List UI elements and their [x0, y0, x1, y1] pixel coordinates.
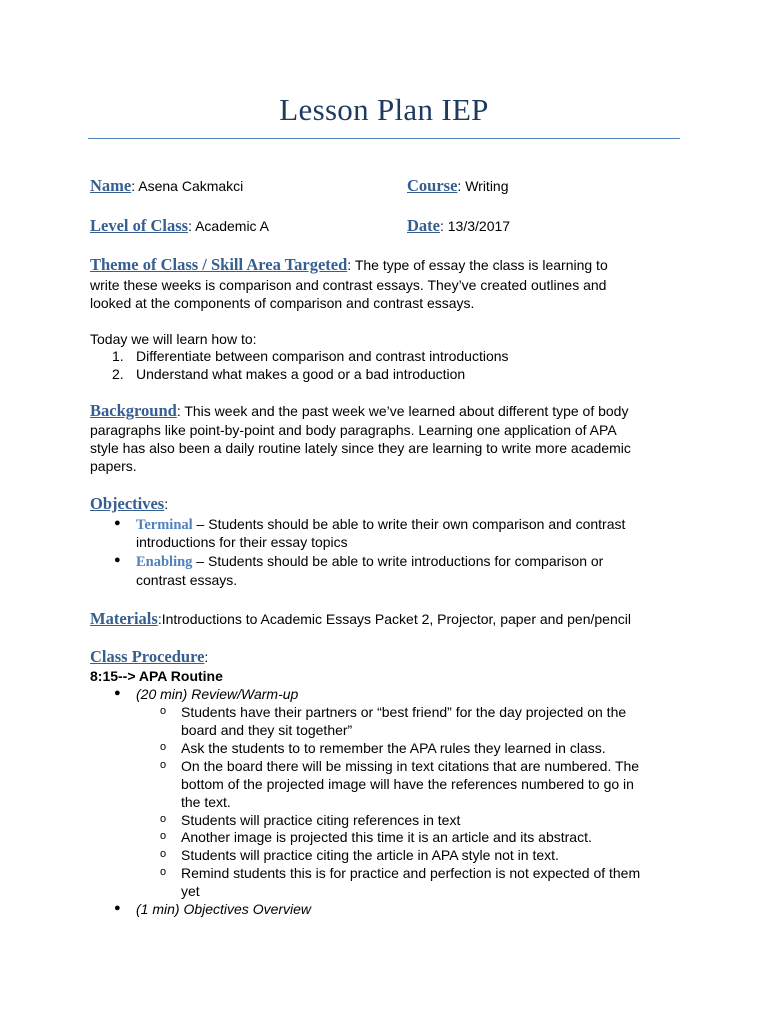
bullet-icon: ●	[114, 687, 121, 699]
background-line-2: paragraphs like point-by-point and body paragraphs. Learning one application of APA	[90, 422, 617, 438]
sub-item-cont: yet	[181, 883, 200, 899]
course-value: : Writing	[457, 178, 509, 194]
objectives-label: Objectives	[90, 494, 165, 513]
sub-bullet-icon: o	[160, 741, 167, 753]
terminal-text: – Students should be able to write their own comparison and contrast	[192, 516, 626, 532]
sub-item-cont: bottom of the projected image will have the references numbered to go in	[181, 776, 634, 792]
list-item: Differentiate between comparison and contrast introductions	[136, 348, 509, 364]
bullet-icon: ●	[114, 517, 121, 529]
materials-label: Materials	[90, 609, 158, 628]
enabling-label: Enabling	[136, 554, 193, 570]
terminal-label: Terminal	[136, 517, 193, 533]
sub-item: Students will practice citing references in text	[181, 812, 461, 828]
objectives-colon: :	[164, 496, 169, 512]
objective-enabling-line-1	[136, 552, 603, 571]
date-value: : 13/3/2017	[439, 218, 511, 234]
page-title: Lesson Plan IEP	[279, 92, 489, 127]
list-number: 1.	[112, 348, 124, 364]
procedure-colon: :	[204, 649, 209, 665]
course-field	[407, 177, 509, 195]
objectives-heading	[90, 495, 168, 513]
name-label: Name	[90, 176, 132, 195]
sub-item: Another image is projected this time it is an article and its abstract.	[181, 829, 592, 845]
background-line-3: style has also been a daily routine lately since they are learning to write more academic	[90, 440, 631, 456]
procedure-bullet-2: (1 min) Objectives Overview	[136, 901, 312, 917]
background-line-4: papers.	[90, 458, 137, 474]
theme-line-2: write these weeks is comparison and contrast essays. They’ve created outlines and	[90, 277, 607, 293]
date-field	[407, 217, 510, 235]
sub-item: Students have their partners or “best friend” for the day projected on the	[181, 704, 627, 720]
theme-line-1	[90, 256, 608, 274]
today-intro: Today we will learn how to:	[90, 331, 257, 347]
theme-text: : The type of essay the class is learning to	[347, 257, 608, 273]
materials-line	[90, 610, 631, 628]
procedure-time-heading: 8:15--> APA Routine	[90, 668, 223, 684]
sub-bullet-icon: o	[160, 813, 167, 825]
enabling-text: – Students should be able to write introductions for comparison or	[192, 553, 604, 569]
bullet-icon: ●	[114, 554, 121, 566]
level-field	[90, 217, 269, 235]
background-label: Background	[90, 401, 177, 420]
sub-bullet-icon: o	[160, 848, 167, 860]
theme-label: Theme of Class / Skill Area Targeted	[90, 255, 348, 274]
title-divider	[88, 138, 680, 139]
materials-text: :Introductions to Academic Essays Packet 2, Projector, paper and pen/pencil	[157, 611, 631, 627]
name-value: : Asena Cakmakci	[131, 178, 244, 194]
sub-item: Ask the students to to remember the APA rules they learned in class.	[181, 740, 606, 756]
background-line-1	[90, 402, 628, 420]
sub-item: Students will practice citing the article in APA style not in text.	[181, 847, 559, 863]
procedure-heading	[90, 648, 208, 666]
sub-bullet-icon: o	[160, 705, 167, 717]
level-value: : Academic A	[188, 218, 270, 234]
list-number: 2.	[112, 366, 124, 382]
procedure-label: Class Procedure	[90, 647, 205, 666]
name-field	[90, 177, 243, 195]
sub-bullet-icon: o	[160, 759, 167, 771]
sub-item-cont: the text.	[181, 794, 231, 810]
sub-bullet-icon: o	[160, 866, 167, 878]
objective-terminal-line-1	[136, 515, 625, 534]
sub-item: On the board there will be missing in text citations that are numbered. The	[181, 758, 640, 774]
level-label: Level of Class	[90, 216, 189, 235]
sub-bullet-icon: o	[160, 830, 167, 842]
procedure-bullet-1: (20 min) Review/Warm-up	[136, 686, 299, 702]
bullet-icon: ●	[114, 902, 121, 914]
objective-enabling-line-2: contrast essays.	[136, 572, 238, 588]
background-text: : This week and the past week we’ve learned about different type of body	[176, 403, 629, 419]
objective-terminal-line-2: introductions for their essay topics	[136, 534, 348, 550]
theme-line-3: looked at the components of comparison and contrast essays.	[90, 295, 475, 311]
sub-item: Remind students this is for practice and perfection is not expected of them	[181, 865, 641, 881]
course-label: Course	[407, 176, 458, 195]
date-label: Date	[407, 216, 440, 235]
sub-item-cont: board and they sit together”	[181, 722, 353, 738]
list-item: Understand what makes a good or a bad introduction	[136, 366, 466, 382]
